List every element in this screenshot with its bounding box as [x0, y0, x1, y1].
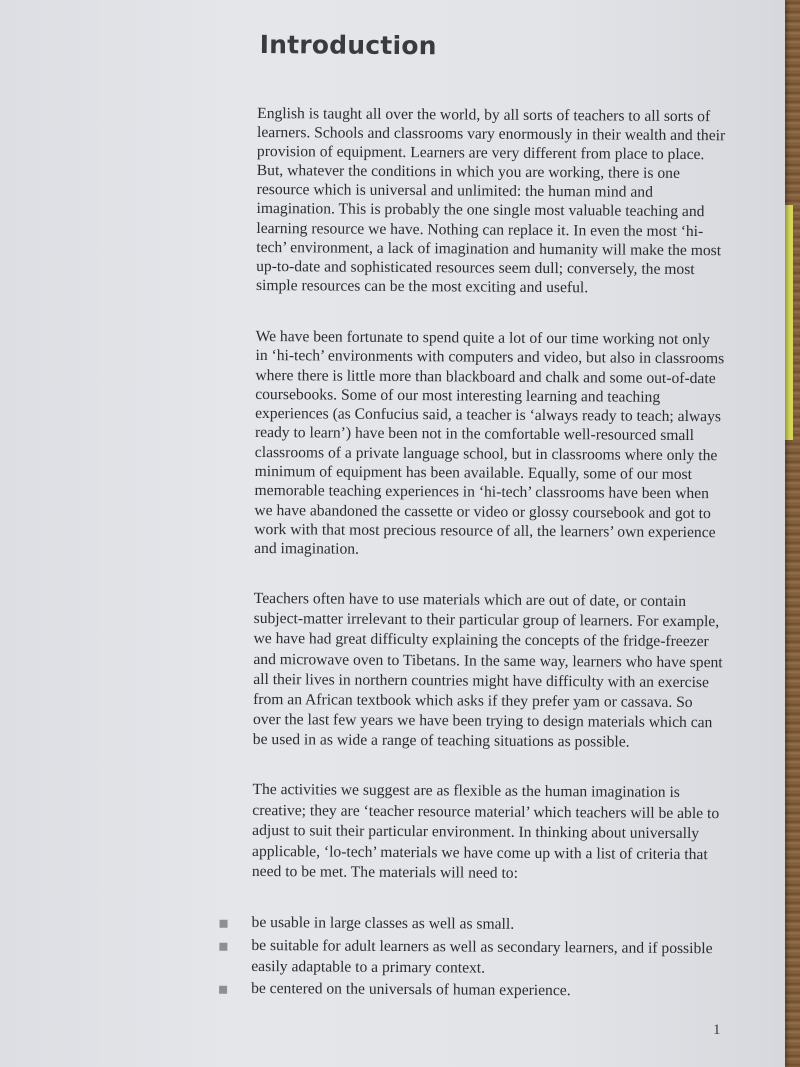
list-item [251, 913, 721, 937]
square-bullet-icon [219, 943, 227, 951]
page-number: 1 [713, 1022, 721, 1038]
list-item [251, 979, 721, 1003]
square-bullet-icon [219, 986, 227, 994]
list-item [251, 936, 721, 981]
paragraph-1: English is taught all over the world, by all sorts of teachers to all sorts of learners. Schools and classrooms vary enormously in their wealth and their provision of equipment. Learners are very different from place to place. But, whatever the conditions in which you are working, there is one resource which is universal and unlimited: the human mind and imagination. This is probably the one single most valuable teaching and learning resource we have. Nothing can replace it. In even the most ‘hi-tech’ environment, a lack of imagination and humanity will make the most up-to-date and sophisticated resources seem dull; conversely, the most simple resources can be the most exciting and useful. [255, 104, 726, 297]
square-bullet-icon [220, 920, 228, 928]
paragraph-3: Teachers often have to use materials which are out of date, or contain subject-matter irrelevant to their particular group of learners. For example, we have had great difficulty explaining the concepts of the fridge-freezer and microwave oven to Tibetans. In the same way, learners who have spent all their lives in northern countries might have difficulty with an exercise from an African textbook which asks if they prefer yam or cassava. So over the last few years we have been trying to design materials which can be used in as wide a range of teaching situations as possible. [252, 589, 723, 752]
criteria-list [251, 913, 722, 1005]
list-item-text: be centered on the universals of human experience. [251, 980, 571, 1000]
list-item-text: be suitable for adult learners as well as secondary learners, and if possible easily adaptable to a primary context. [251, 936, 713, 977]
page-content [251, 0, 728, 1000]
paragraph-2: We have been fortunate to spend quite a lot of our time working not only in ‘hi-tech’ environments with computers and video, but also in classrooms where there is little more than blackboard and chalk and some out-of-date coursebooks. Some of our most interesting learning and teaching experiences (as Confucius said, a teacher is ‘always ready to teach; always ready to learn’) have been not in the comfortable well-resourced small classrooms of a private language school, but in classrooms where only the minimum of equipment has been available. Equally, some of our most memorable teaching experiences in ‘hi-tech’ classrooms have been when we have abandoned the cassette or video or glossy coursebook and got to work with that most precious resource of all, the learners’ own experience and imagination. [254, 327, 725, 558]
page-title: Introduction [259, 30, 437, 61]
paragraph-4: The activities we suggest are as flexible as the human imagination is creative; they are ‘teacher resource material’ which teachers will be able to adjust to suit their particular environment. In thinking about universally applicable, ‘lo-tech’ materials we have come up with a list of criteria that need to be met. The materials will need to: [251, 780, 720, 883]
list-item-text: be usable in large classes as well as small. [251, 913, 515, 933]
